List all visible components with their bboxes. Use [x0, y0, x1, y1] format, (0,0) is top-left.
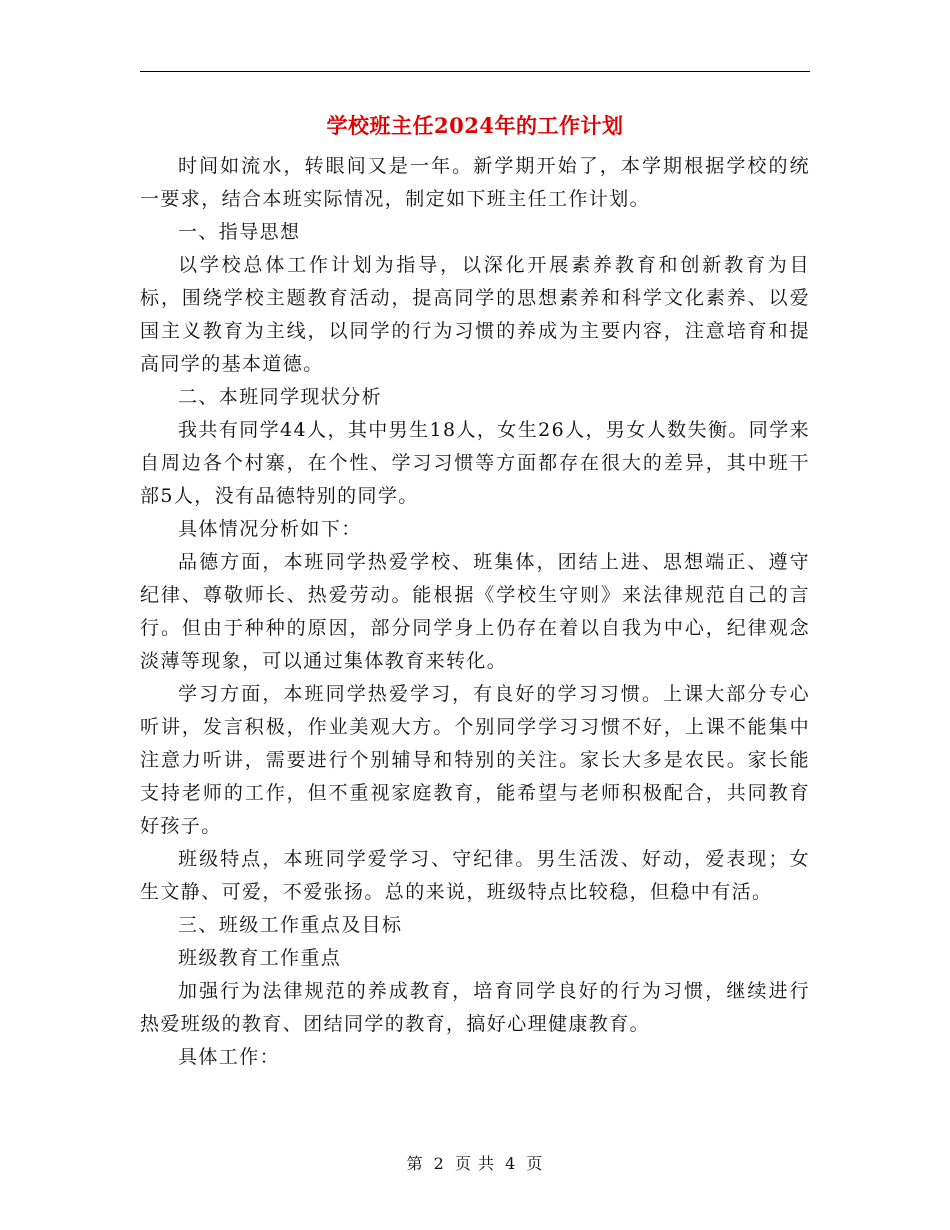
footer-total-pages: 4 — [505, 1154, 517, 1173]
paragraph-class-features: 班级特点，本班同学爱学习、守纪律。男生活泼、好动，爱表现；女生文静、可爱，不爱张扬。总的来说，班级特点比较稳，但稳中有活。 — [140, 848, 810, 903]
footer-prefix: 第 — [406, 1154, 424, 1173]
section-heading-class-status: 二、本班同学现状分析 — [178, 386, 383, 408]
paragraph-study: 学习方面，本班同学热爱学习，有良好的学习习惯。上课大部分专心听讲，发言积极，作业美观大方。个别同学学习习惯不好，上课不能集中注意力听讲，需要进行个别辅导和特别的关注。家长大多是农民。家长能支持老师的工作，但不重视家庭教育，能希望与老师积极配合，共同教育好孩子。 — [140, 683, 810, 837]
page-footer — [140, 1152, 810, 1176]
paragraph-guiding-thought: 以学校总体工作计划为指导，以深化开展素养教育和创新教育为目标，围绕学校主题教育活动，提高同学的思想素养和科学文化素养、以爱国主义教育为主线，以同学的行为习惯的养成为主要内容，注意培育和提高同学的基本道德。 — [140, 254, 810, 375]
paragraph-class-status: 我共有同学44人，其中男生18人，女生26人，男女人数失衡。同学来自周边各个村寨，在个性、学习习惯等方面都存在很大的差异，其中班干部5人，没有品德特别的同学。 — [140, 419, 810, 507]
document-body — [140, 150, 810, 1074]
subheading-education-focus: 班级教育工作重点 — [178, 947, 342, 969]
paragraph-analysis-intro: 具体情况分析如下： — [178, 518, 362, 540]
footer-page-number: 2 — [433, 1154, 445, 1173]
header-rule — [140, 71, 810, 72]
paragraph-intro: 时间如流水，转眼间又是一年。新学期开始了，本学期根据学校的统一要求，结合本班实际情况，制定如下班主任工作计划。 — [140, 155, 810, 210]
paragraph-specific-work: 具体工作： — [178, 1046, 281, 1068]
footer-suffix: 页 — [526, 1154, 544, 1173]
section-heading-key-points: 三、班级工作重点及目标 — [178, 914, 403, 936]
paragraph-morality: 品德方面，本班同学热爱学校、班集体，团结上进、思想端正、遵守纪律、尊敬师长、热爱劳动。能根据《学校生守则》来法律规范自己的言行。但由于种种的原因，部分同学身上仍存在着以自我为中心，纪律观念淡薄等现象，可以通过集体教育来转化。 — [140, 551, 810, 672]
document-title: 学校班主任2024年的工作计划 — [326, 113, 624, 138]
footer-middle: 页 共 — [454, 1154, 496, 1173]
section-heading-guiding-thought: 一、指导思想 — [178, 221, 301, 243]
paragraph-education-focus: 加强行为法律规范的养成教育，培育同学良好的行为习惯，继续进行热爱班级的教育、团结同学的教育，搞好心理健康教育。 — [140, 980, 810, 1035]
